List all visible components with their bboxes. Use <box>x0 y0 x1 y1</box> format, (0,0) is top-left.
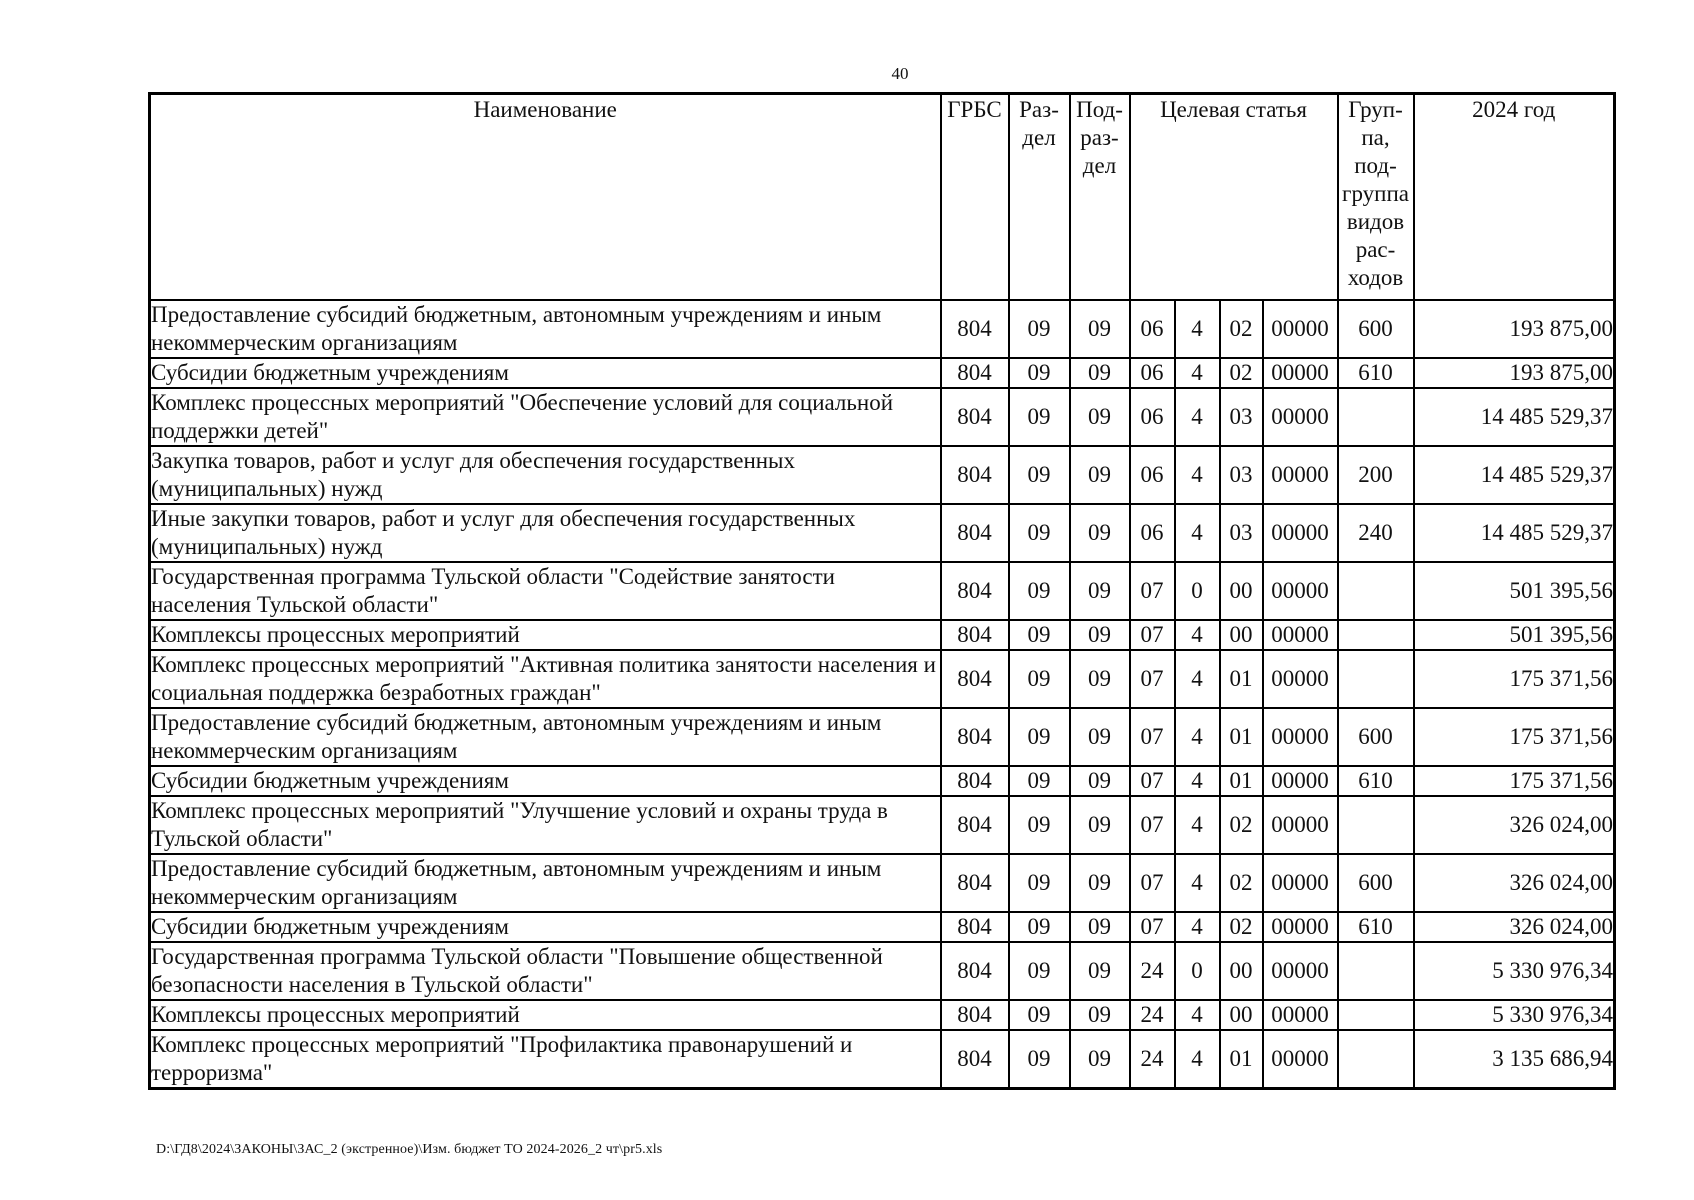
grbs-cell: 804 <box>941 388 1009 446</box>
target-subprogram-cell: 03 <box>1220 446 1263 504</box>
name-cell: Закупка товаров, работ и услуг для обеспечения государственных (муниципальных) нужд <box>150 446 941 504</box>
expense-group-cell: 610 <box>1338 766 1414 796</box>
podrazdel-cell: 09 <box>1070 446 1130 504</box>
podrazdel-cell: 09 <box>1070 1030 1130 1089</box>
expense-group-cell: 600 <box>1338 708 1414 766</box>
table-row <box>150 388 1615 446</box>
name-cell: Комплекс процессных мероприятий "Обеспечение условий для социальной поддержки детей" <box>150 388 941 446</box>
target-program-cell: 07 <box>1130 796 1175 854</box>
grbs-cell: 804 <box>941 854 1009 912</box>
grbs-cell: 804 <box>941 504 1009 562</box>
name-cell: Предоставление субсидий бюджетным, автономным учреждениям и иным некоммерческим организациям <box>150 300 941 358</box>
podrazdel-cell: 09 <box>1070 942 1130 1000</box>
target-program-cell: 24 <box>1130 1030 1175 1089</box>
amount-cell: 193 875,00 <box>1414 300 1615 358</box>
target-program-cell: 07 <box>1130 854 1175 912</box>
podrazdel-cell: 09 <box>1070 562 1130 620</box>
target-program-cell: 06 <box>1130 504 1175 562</box>
target-direction-cell: 00000 <box>1263 1030 1338 1089</box>
podrazdel-cell: 09 <box>1070 912 1130 942</box>
header-podrazdel <box>1070 94 1130 301</box>
target-subprogram-cell: 02 <box>1220 796 1263 854</box>
name-cell: Иные закупки товаров, работ и услуг для обеспечения государственных (муниципальных) нужд <box>150 504 941 562</box>
target-subprogram-cell: 03 <box>1220 504 1263 562</box>
amount-cell: 14 485 529,37 <box>1414 446 1615 504</box>
target-direction-cell: 00000 <box>1263 358 1338 388</box>
target-program-cell: 07 <box>1130 650 1175 708</box>
target-program-cell: 07 <box>1130 912 1175 942</box>
table-body <box>150 300 1615 1089</box>
target-direction-cell: 00000 <box>1263 650 1338 708</box>
target-type-cell: 4 <box>1175 446 1220 504</box>
table-row <box>150 562 1615 620</box>
grbs-cell: 804 <box>941 708 1009 766</box>
podrazdel-cell: 09 <box>1070 1000 1130 1030</box>
name-cell: Комплекс процессных мероприятий "Активная политика занятости населения и социальная поддержка безработных граждан" <box>150 650 941 708</box>
table-row <box>150 766 1615 796</box>
expense-group-cell <box>1338 562 1414 620</box>
table-row <box>150 358 1615 388</box>
table-row <box>150 650 1615 708</box>
name-cell: Предоставление субсидий бюджетным, автономным учреждениям и иным некоммерческим организациям <box>150 854 941 912</box>
razdel-cell: 09 <box>1009 650 1070 708</box>
table-row <box>150 942 1615 1000</box>
target-subprogram-cell: 01 <box>1220 708 1263 766</box>
expense-group-cell: 600 <box>1338 300 1414 358</box>
target-direction-cell: 00000 <box>1263 854 1338 912</box>
header-expense-group-text: Груп- па, под- группа видов рас- ходов <box>1342 97 1409 290</box>
name-cell: Комплекс процессных мероприятий "Профилактика правонарушений и терроризма" <box>150 1030 941 1089</box>
grbs-cell: 804 <box>941 796 1009 854</box>
target-program-cell: 06 <box>1130 388 1175 446</box>
expense-group-cell <box>1338 1000 1414 1030</box>
podrazdel-cell: 09 <box>1070 854 1130 912</box>
amount-cell: 326 024,00 <box>1414 912 1615 942</box>
target-type-cell: 4 <box>1175 358 1220 388</box>
grbs-cell: 804 <box>941 300 1009 358</box>
target-direction-cell: 00000 <box>1263 796 1338 854</box>
target-subprogram-cell: 01 <box>1220 766 1263 796</box>
file-path-footer: D:\ГД8\2024\ЗАКОНЫ\ЗАС_2 (экстренное)\Изм. бюджет ТО 2024-2026_2 чт\pr5.xls <box>156 1142 663 1157</box>
name-cell: Субсидии бюджетным учреждениям <box>150 358 941 388</box>
target-type-cell: 4 <box>1175 708 1220 766</box>
name-cell: Комплекс процессных мероприятий "Улучшение условий и охраны труда в Тульской области" <box>150 796 941 854</box>
target-type-cell: 4 <box>1175 854 1220 912</box>
target-program-cell: 06 <box>1130 358 1175 388</box>
target-type-cell: 4 <box>1175 1000 1220 1030</box>
amount-cell: 14 485 529,37 <box>1414 504 1615 562</box>
budget-table <box>148 92 1616 1090</box>
razdel-cell: 09 <box>1009 358 1070 388</box>
razdel-cell: 09 <box>1009 300 1070 358</box>
target-type-cell: 4 <box>1175 650 1220 708</box>
target-direction-cell: 00000 <box>1263 504 1338 562</box>
grbs-cell: 804 <box>941 912 1009 942</box>
target-direction-cell: 00000 <box>1263 620 1338 650</box>
amount-cell: 326 024,00 <box>1414 796 1615 854</box>
target-program-cell: 06 <box>1130 446 1175 504</box>
table-row <box>150 796 1615 854</box>
amount-cell: 5 330 976,34 <box>1414 942 1615 1000</box>
target-subprogram-cell: 00 <box>1220 562 1263 620</box>
razdel-cell: 09 <box>1009 708 1070 766</box>
header-name: Наименование <box>150 94 941 301</box>
name-cell: Предоставление субсидий бюджетным, автономным учреждениям и иным некоммерческим организациям <box>150 708 941 766</box>
target-program-cell: 07 <box>1130 708 1175 766</box>
target-direction-cell: 00000 <box>1263 562 1338 620</box>
amount-cell: 326 024,00 <box>1414 854 1615 912</box>
expense-group-cell: 610 <box>1338 358 1414 388</box>
table-row <box>150 300 1615 358</box>
expense-group-cell <box>1338 388 1414 446</box>
table-row <box>150 446 1615 504</box>
table-row <box>150 854 1615 912</box>
target-program-cell: 24 <box>1130 942 1175 1000</box>
target-direction-cell: 00000 <box>1263 912 1338 942</box>
header-grbs: ГРБС <box>941 94 1009 301</box>
header-target-article: Целевая статья <box>1130 94 1338 301</box>
razdel-cell: 09 <box>1009 1000 1070 1030</box>
razdel-cell: 09 <box>1009 504 1070 562</box>
target-program-cell: 07 <box>1130 562 1175 620</box>
target-direction-cell: 00000 <box>1263 300 1338 358</box>
header-razdel <box>1009 94 1070 301</box>
target-type-cell: 4 <box>1175 912 1220 942</box>
name-cell: Государственная программа Тульской области "Повышение общественной безопасности населения в Тульской области" <box>150 942 941 1000</box>
grbs-cell: 804 <box>941 942 1009 1000</box>
expense-group-cell <box>1338 796 1414 854</box>
header-expense-group <box>1338 94 1414 301</box>
target-program-cell: 06 <box>1130 300 1175 358</box>
table-row <box>150 504 1615 562</box>
header-podrazdel-text: Под- раз- дел <box>1076 97 1123 178</box>
podrazdel-cell: 09 <box>1070 358 1130 388</box>
target-subprogram-cell: 01 <box>1220 1030 1263 1089</box>
razdel-cell: 09 <box>1009 942 1070 1000</box>
razdel-cell: 09 <box>1009 796 1070 854</box>
name-cell: Комплексы процессных мероприятий <box>150 620 941 650</box>
table-header-row <box>150 94 1615 301</box>
target-program-cell: 24 <box>1130 1000 1175 1030</box>
header-razdel-text: Раз- дел <box>1019 97 1059 150</box>
podrazdel-cell: 09 <box>1070 388 1130 446</box>
target-type-cell: 4 <box>1175 388 1220 446</box>
target-program-cell: 07 <box>1130 620 1175 650</box>
amount-cell: 501 395,56 <box>1414 620 1615 650</box>
expense-group-cell: 600 <box>1338 854 1414 912</box>
grbs-cell: 804 <box>941 1000 1009 1030</box>
razdel-cell: 09 <box>1009 562 1070 620</box>
target-direction-cell: 00000 <box>1263 1000 1338 1030</box>
table-row <box>150 708 1615 766</box>
target-subprogram-cell: 02 <box>1220 854 1263 912</box>
amount-cell: 501 395,56 <box>1414 562 1615 620</box>
podrazdel-cell: 09 <box>1070 796 1130 854</box>
expense-group-cell: 610 <box>1338 912 1414 942</box>
table-row <box>150 1030 1615 1089</box>
podrazdel-cell: 09 <box>1070 650 1130 708</box>
target-type-cell: 4 <box>1175 766 1220 796</box>
target-subprogram-cell: 00 <box>1220 1000 1263 1030</box>
expense-group-cell <box>1338 650 1414 708</box>
podrazdel-cell: 09 <box>1070 620 1130 650</box>
razdel-cell: 09 <box>1009 620 1070 650</box>
razdel-cell: 09 <box>1009 1030 1070 1089</box>
target-type-cell: 4 <box>1175 300 1220 358</box>
expense-group-cell: 200 <box>1338 446 1414 504</box>
name-cell: Государственная программа Тульской области "Содействие занятости населения Тульской области" <box>150 562 941 620</box>
amount-cell: 3 135 686,94 <box>1414 1030 1615 1089</box>
amount-cell: 175 371,56 <box>1414 650 1615 708</box>
target-direction-cell: 00000 <box>1263 942 1338 1000</box>
grbs-cell: 804 <box>941 358 1009 388</box>
target-type-cell: 4 <box>1175 1030 1220 1089</box>
podrazdel-cell: 09 <box>1070 300 1130 358</box>
target-program-cell: 07 <box>1130 766 1175 796</box>
grbs-cell: 804 <box>941 766 1009 796</box>
razdel-cell: 09 <box>1009 854 1070 912</box>
target-type-cell: 0 <box>1175 942 1220 1000</box>
table-row <box>150 912 1615 942</box>
amount-cell: 14 485 529,37 <box>1414 388 1615 446</box>
target-type-cell: 0 <box>1175 562 1220 620</box>
target-subprogram-cell: 00 <box>1220 942 1263 1000</box>
target-subprogram-cell: 02 <box>1220 358 1263 388</box>
target-direction-cell: 00000 <box>1263 388 1338 446</box>
podrazdel-cell: 09 <box>1070 504 1130 562</box>
target-direction-cell: 00000 <box>1263 708 1338 766</box>
expense-group-cell: 240 <box>1338 504 1414 562</box>
expense-group-cell <box>1338 620 1414 650</box>
grbs-cell: 804 <box>941 620 1009 650</box>
razdel-cell: 09 <box>1009 446 1070 504</box>
expense-group-cell <box>1338 942 1414 1000</box>
target-direction-cell: 00000 <box>1263 766 1338 796</box>
target-subprogram-cell: 01 <box>1220 650 1263 708</box>
name-cell: Субсидии бюджетным учреждениям <box>150 912 941 942</box>
amount-cell: 175 371,56 <box>1414 708 1615 766</box>
table-row <box>150 1000 1615 1030</box>
podrazdel-cell: 09 <box>1070 708 1130 766</box>
razdel-cell: 09 <box>1009 766 1070 796</box>
target-subprogram-cell: 02 <box>1220 912 1263 942</box>
grbs-cell: 804 <box>941 446 1009 504</box>
target-type-cell: 4 <box>1175 620 1220 650</box>
target-type-cell: 4 <box>1175 504 1220 562</box>
expense-group-cell <box>1338 1030 1414 1089</box>
amount-cell: 175 371,56 <box>1414 766 1615 796</box>
target-type-cell: 4 <box>1175 796 1220 854</box>
grbs-cell: 804 <box>941 562 1009 620</box>
razdel-cell: 09 <box>1009 912 1070 942</box>
target-subprogram-cell: 03 <box>1220 388 1263 446</box>
target-direction-cell: 00000 <box>1263 446 1338 504</box>
name-cell: Комплексы процессных мероприятий <box>150 1000 941 1030</box>
grbs-cell: 804 <box>941 1030 1009 1089</box>
podrazdel-cell: 09 <box>1070 766 1130 796</box>
table-row <box>150 620 1615 650</box>
target-subprogram-cell: 02 <box>1220 300 1263 358</box>
target-subprogram-cell: 00 <box>1220 620 1263 650</box>
grbs-cell: 804 <box>941 650 1009 708</box>
amount-cell: 5 330 976,34 <box>1414 1000 1615 1030</box>
amount-cell: 193 875,00 <box>1414 358 1615 388</box>
header-year-2024: 2024 год <box>1414 94 1615 301</box>
razdel-cell: 09 <box>1009 388 1070 446</box>
name-cell: Субсидии бюджетным учреждениям <box>150 766 941 796</box>
page-number: 40 <box>891 64 909 83</box>
